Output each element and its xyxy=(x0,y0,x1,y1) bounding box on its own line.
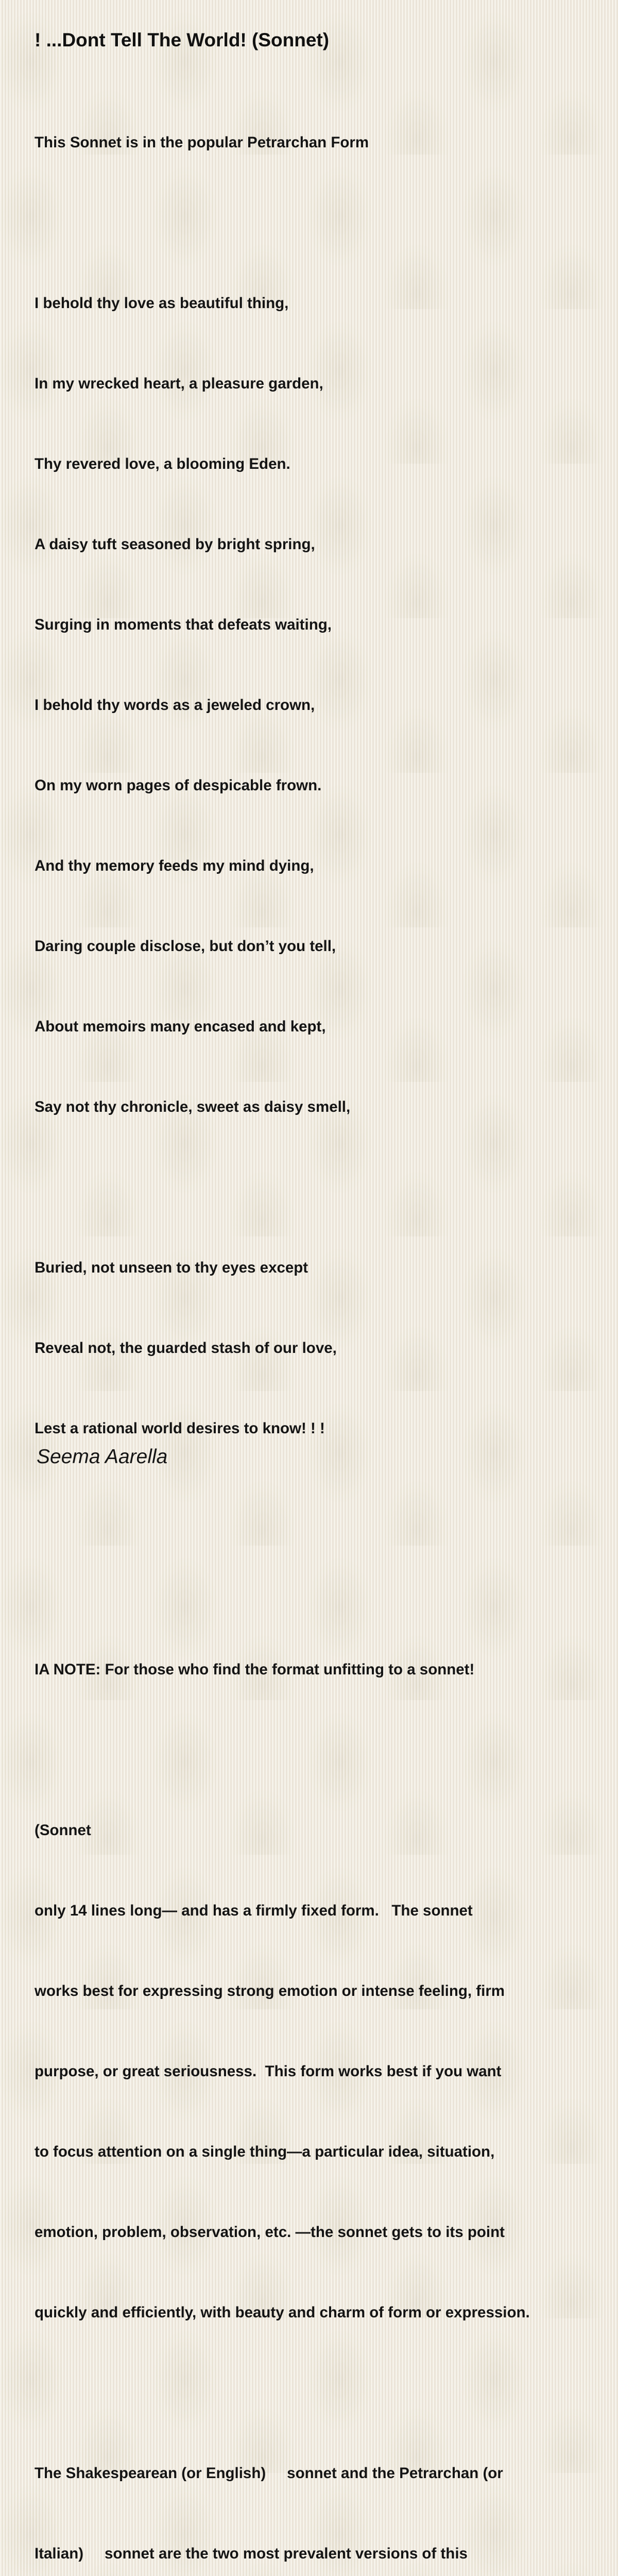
poem-title: ! ...Dont Tell The World! (Sonnet) xyxy=(35,29,330,50)
poem-line xyxy=(35,1496,606,1522)
poem-line: Reveal not, the guarded stash of our love, xyxy=(35,1340,337,1357)
poem-line: The Shakespearean (or English) sonnet and the Petrarchan (or xyxy=(35,2465,503,2482)
poem-body xyxy=(35,76,606,2576)
poem-line xyxy=(35,1576,606,1603)
poem-line: I behold thy love as beautiful thing, xyxy=(35,295,289,312)
poem-line: Italian) sonnet are the two most prevalent versions of this xyxy=(35,2545,468,2562)
poem-line: Say not thy chronicle, sweet as daisy smell, xyxy=(35,1098,351,1115)
poem-line: This Sonnet is in the popular Petrarchan Form xyxy=(35,134,369,151)
poem-line: Lest a rational world desires to know! ! ! xyxy=(35,1420,325,1437)
poem-line: works best for expressing strong emotion or intense feeling, firm xyxy=(35,1982,505,1999)
poem-line: And thy memory feeds my mind dying, xyxy=(35,857,314,874)
poem-line: Daring couple disclose, but don’t you tell, xyxy=(35,938,336,955)
poem-line: Thy revered love, a blooming Eden. xyxy=(35,455,290,472)
poem-line: purpose, or great seriousness. This form works best if you want xyxy=(35,2063,502,2080)
poem-line: I behold thy words as a jeweled crown, xyxy=(35,697,315,714)
poem-author: Seema Aarella xyxy=(37,1446,168,1468)
poem-page xyxy=(35,25,606,2576)
poem-line: A daisy tuft seasoned by bright spring, xyxy=(35,536,315,553)
poem-line: to focus attention on a single thing—a particular idea, situation, xyxy=(35,2143,495,2160)
poem-line: About memoirs many encased and kept, xyxy=(35,1018,326,1035)
poem-line: Surging in moments that defeats waiting, xyxy=(35,616,332,633)
poem-line: emotion, problem, observation, etc. —the sonnet gets to its point xyxy=(35,2224,505,2241)
poem-line xyxy=(35,210,606,236)
poem-line xyxy=(35,1174,606,1201)
poem-line: In my wrecked heart, a pleasure garden, xyxy=(35,375,323,392)
poem-line xyxy=(35,2380,606,2406)
poem-line: only 14 lines long— and has a firmly fixed form. The sonnet xyxy=(35,1902,473,1919)
poem-line: Buried, not unseen to thy eyes except xyxy=(35,1259,308,1276)
poem-line: On my worn pages of despicable frown. xyxy=(35,777,322,794)
poem-line: IA NOTE: For those who find the format unfitting to a sonnet! xyxy=(35,1661,475,1678)
poem-line: quickly and efficiently, with beauty and charm of form or expression. xyxy=(35,2304,530,2321)
poem-line: (Sonnet xyxy=(35,1822,91,1839)
poem-line xyxy=(35,1737,606,1764)
